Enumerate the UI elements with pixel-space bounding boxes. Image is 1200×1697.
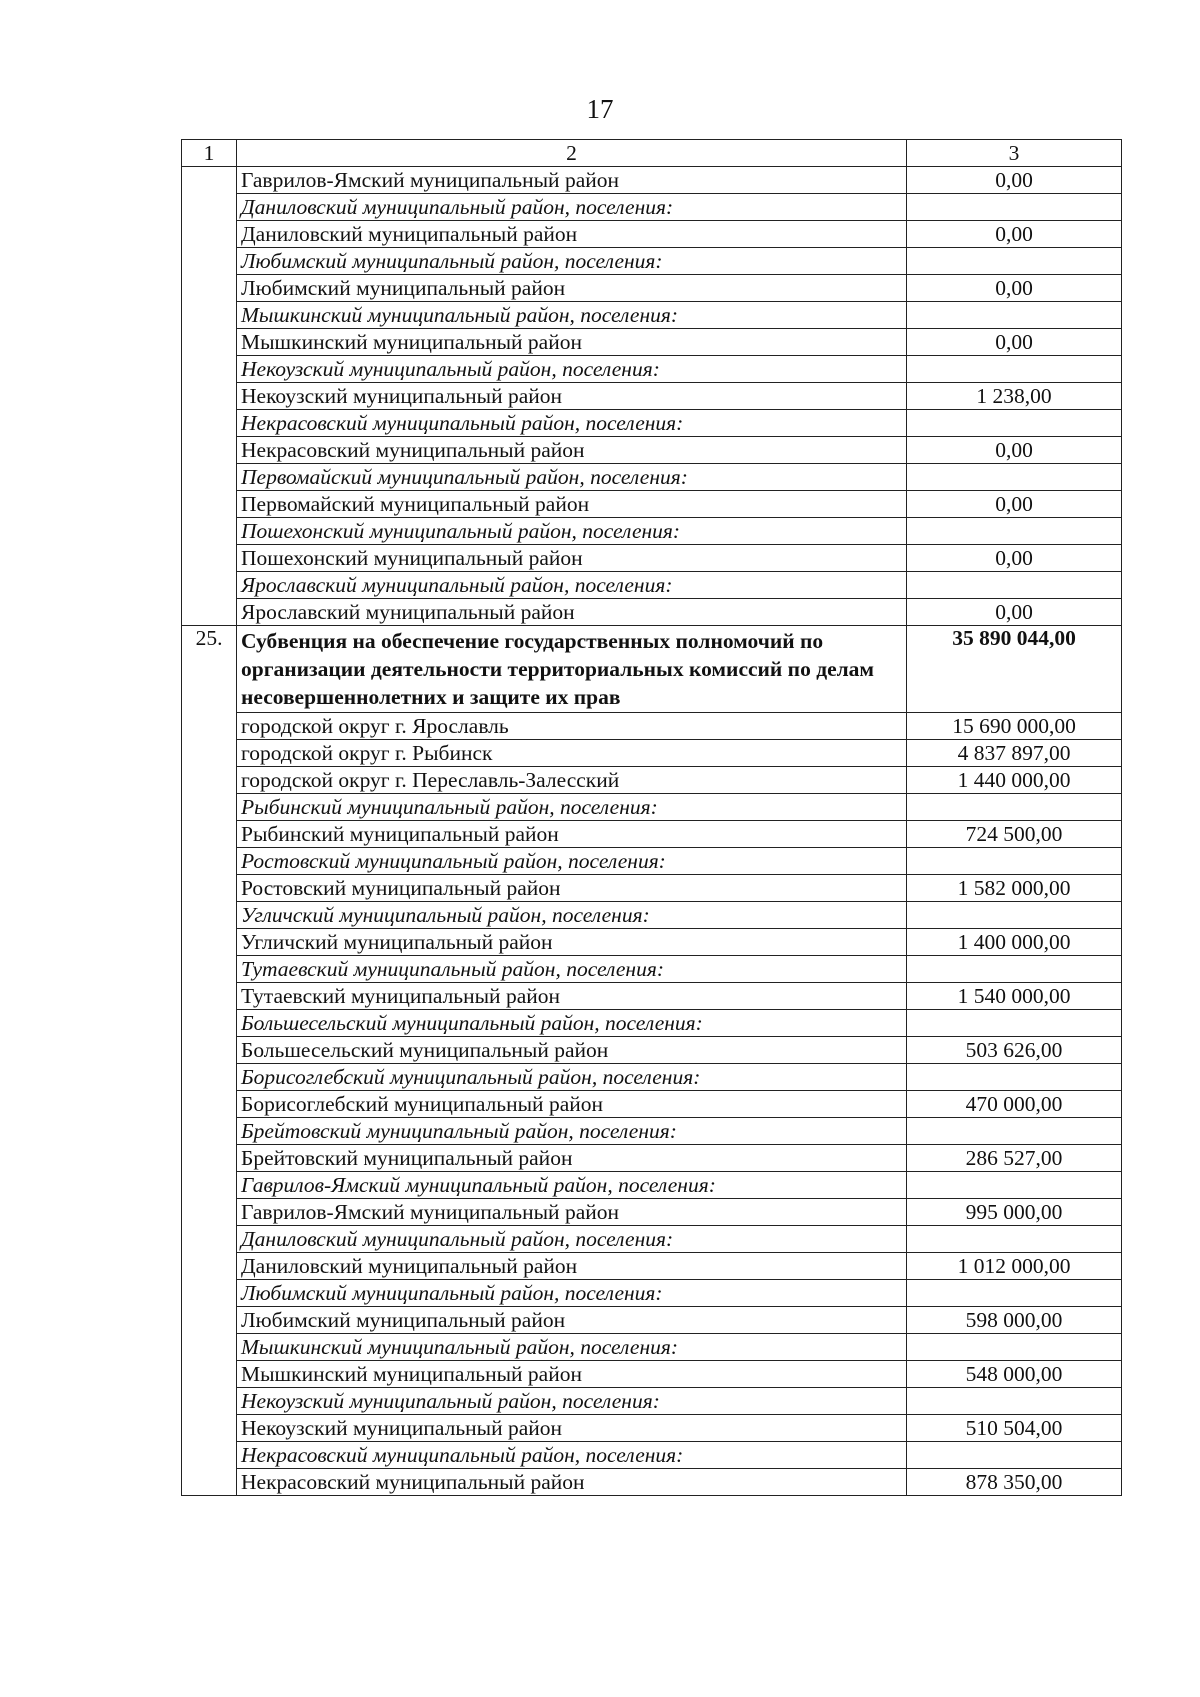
amount-value: 1 238,00 [907, 383, 1122, 410]
amount-value [907, 302, 1122, 329]
amount-value: 995 000,00 [907, 1199, 1122, 1226]
district-name: Мышкинский муниципальный район [237, 329, 907, 356]
district-name: Некоузский муниципальный район [237, 1415, 907, 1442]
district-name: Тутаевский муниципальный район, поселения: [237, 956, 907, 983]
district-group-row [182, 1388, 1122, 1415]
amount-value [907, 794, 1122, 821]
amount-value: 286 527,00 [907, 1145, 1122, 1172]
district-name: Пошехонский муниципальный район [237, 545, 907, 572]
district-name: Гаврилов-Ямский муниципальный район [237, 1199, 907, 1226]
district-group-row [182, 1226, 1122, 1253]
district-name: Любимский муниципальный район, поселения: [237, 1280, 907, 1307]
district-row [182, 329, 1122, 356]
district-row [182, 1415, 1122, 1442]
district-group-row [182, 1280, 1122, 1307]
amount-value: 878 350,00 [907, 1469, 1122, 1496]
district-name: Пошехонский муниципальный район, поселения: [237, 518, 907, 545]
district-name: Мышкинский муниципальный район, поселения: [237, 1334, 907, 1361]
district-row [182, 275, 1122, 302]
amount-value: 0,00 [907, 491, 1122, 518]
amount-value [907, 1010, 1122, 1037]
district-name: Ярославский муниципальный район, поселения: [237, 572, 907, 599]
district-name: Мышкинский муниципальный район [237, 1361, 907, 1388]
district-name: Брейтовский муниципальный район [237, 1145, 907, 1172]
amount-value [907, 1334, 1122, 1361]
amount-value [907, 356, 1122, 383]
district-name: Некоузский муниципальный район, поселения: [237, 1388, 907, 1415]
amount-value [907, 464, 1122, 491]
district-group-row [182, 518, 1122, 545]
amount-value: 0,00 [907, 329, 1122, 356]
district-row [182, 1091, 1122, 1118]
district-name: Ярославский муниципальный район [237, 599, 907, 626]
district-name: Некрасовский муниципальный район [237, 437, 907, 464]
district-group-row [182, 1118, 1122, 1145]
district-name: Мышкинский муниципальный район, поселения: [237, 302, 907, 329]
district-group-row [182, 902, 1122, 929]
district-name: Даниловский муниципальный район, поселения: [237, 194, 907, 221]
district-name: Первомайский муниципальный район [237, 491, 907, 518]
district-row [182, 491, 1122, 518]
district-row [182, 1307, 1122, 1334]
district-row [182, 437, 1122, 464]
amount-value: 548 000,00 [907, 1361, 1122, 1388]
amount-value [907, 848, 1122, 875]
amount-value [907, 194, 1122, 221]
amount-value: 0,00 [907, 275, 1122, 302]
district-row [182, 1253, 1122, 1280]
district-name: Тутаевский муниципальный район [237, 983, 907, 1010]
district-name: Большесельский муниципальный район [237, 1037, 907, 1064]
district-name: Ростовский муниципальный район [237, 875, 907, 902]
amount-value [907, 410, 1122, 437]
amount-value [907, 1442, 1122, 1469]
district-group-row [182, 302, 1122, 329]
amount-value: 503 626,00 [907, 1037, 1122, 1064]
district-group-row [182, 1442, 1122, 1469]
district-name: Большесельский муниципальный район, поселения: [237, 1010, 907, 1037]
district-row [182, 221, 1122, 248]
amount-value [907, 248, 1122, 275]
district-name: Угличский муниципальный район, поселения: [237, 902, 907, 929]
amount-value: 0,00 [907, 167, 1122, 194]
amount-value [907, 1388, 1122, 1415]
district-name: Некрасовский муниципальный район [237, 1469, 907, 1496]
section-title: Субвенция на обеспечение государственных полномочий по организации деятельности территориальных комиссий по делам несовершеннолетних и защите их прав [237, 626, 907, 713]
district-row [182, 599, 1122, 626]
district-group-row [182, 410, 1122, 437]
district-name: Любимский муниципальный район [237, 275, 907, 302]
amount-value [907, 518, 1122, 545]
district-name: Борисоглебский муниципальный район [237, 1091, 907, 1118]
district-row [182, 875, 1122, 902]
amount-value: 1 400 000,00 [907, 929, 1122, 956]
amount-value: 1 440 000,00 [907, 767, 1122, 794]
district-group-row [182, 194, 1122, 221]
district-row [182, 383, 1122, 410]
district-group-row [182, 464, 1122, 491]
district-group-row [182, 1172, 1122, 1199]
header-col-1: 1 [182, 140, 237, 167]
district-row [182, 713, 1122, 740]
amount-value: 0,00 [907, 437, 1122, 464]
district-row [182, 983, 1122, 1010]
district-row [182, 821, 1122, 848]
table-header-row [182, 140, 1122, 167]
district-row [182, 1199, 1122, 1226]
district-name: Ростовский муниципальный район, поселения: [237, 848, 907, 875]
district-name: Даниловский муниципальный район [237, 1253, 907, 1280]
district-name: городской округ г. Рыбинск [237, 740, 907, 767]
amount-value [907, 1172, 1122, 1199]
district-group-row [182, 248, 1122, 275]
amount-value: 724 500,00 [907, 821, 1122, 848]
district-group-row [182, 572, 1122, 599]
district-name: Первомайский муниципальный район, поселения: [237, 464, 907, 491]
district-name: Гаврилов-Ямский муниципальный район [237, 167, 907, 194]
amount-value [907, 1064, 1122, 1091]
amount-value [907, 1226, 1122, 1253]
amount-value [907, 956, 1122, 983]
page-number: 17 [586, 94, 614, 124]
district-group-row [182, 1010, 1122, 1037]
district-group-row [182, 848, 1122, 875]
district-name: Даниловский муниципальный район [237, 221, 907, 248]
district-name: Любимский муниципальный район, поселения: [237, 248, 907, 275]
district-row [182, 545, 1122, 572]
district-group-row [182, 1064, 1122, 1091]
amount-value: 0,00 [907, 545, 1122, 572]
district-group-row [182, 1334, 1122, 1361]
district-row [182, 167, 1122, 194]
amount-value: 1 582 000,00 [907, 875, 1122, 902]
district-name: Рыбинский муниципальный район [237, 821, 907, 848]
amount-value: 1 012 000,00 [907, 1253, 1122, 1280]
district-row [182, 740, 1122, 767]
district-name: городской округ г. Ярославль [237, 713, 907, 740]
header-col-3: 3 [907, 140, 1122, 167]
amount-value [907, 902, 1122, 929]
amount-value: 4 837 897,00 [907, 740, 1122, 767]
district-group-row [182, 356, 1122, 383]
amount-value: 470 000,00 [907, 1091, 1122, 1118]
district-row [182, 1037, 1122, 1064]
district-row [182, 767, 1122, 794]
section-25-row [182, 626, 1122, 713]
amount-value [907, 1280, 1122, 1307]
amount-value [907, 572, 1122, 599]
district-name: Брейтовский муниципальный район, поселения: [237, 1118, 907, 1145]
amount-value [907, 1118, 1122, 1145]
district-name: Борисоглебский муниципальный район, поселения: [237, 1064, 907, 1091]
section-number: 25. [182, 626, 237, 1496]
district-name: Даниловский муниципальный район, поселения: [237, 1226, 907, 1253]
district-group-row [182, 794, 1122, 821]
district-row [182, 1145, 1122, 1172]
district-row [182, 1361, 1122, 1388]
district-name: Рыбинский муниципальный район, поселения: [237, 794, 907, 821]
district-name: Угличский муниципальный район [237, 929, 907, 956]
district-name: Любимский муниципальный район [237, 1307, 907, 1334]
district-name: Некоузский муниципальный район, поселения: [237, 356, 907, 383]
district-row [182, 929, 1122, 956]
row-number-cell [182, 167, 237, 626]
header-col-2: 2 [237, 140, 907, 167]
district-row [182, 1469, 1122, 1496]
district-name: Некоузский муниципальный район [237, 383, 907, 410]
section-total-amount: 35 890 044,00 [907, 626, 1122, 713]
subvention-table [181, 139, 1122, 1496]
amount-value: 1 540 000,00 [907, 983, 1122, 1010]
district-name: Некрасовский муниципальный район, поселения: [237, 1442, 907, 1469]
amount-value: 598 000,00 [907, 1307, 1122, 1334]
amount-value: 510 504,00 [907, 1415, 1122, 1442]
amount-value: 15 690 000,00 [907, 713, 1122, 740]
amount-value: 0,00 [907, 599, 1122, 626]
district-name: городской округ г. Переславль-Залесский [237, 767, 907, 794]
district-name: Гаврилов-Ямский муниципальный район, поселения: [237, 1172, 907, 1199]
district-group-row [182, 956, 1122, 983]
district-name: Некрасовский муниципальный район, поселения: [237, 410, 907, 437]
amount-value: 0,00 [907, 221, 1122, 248]
